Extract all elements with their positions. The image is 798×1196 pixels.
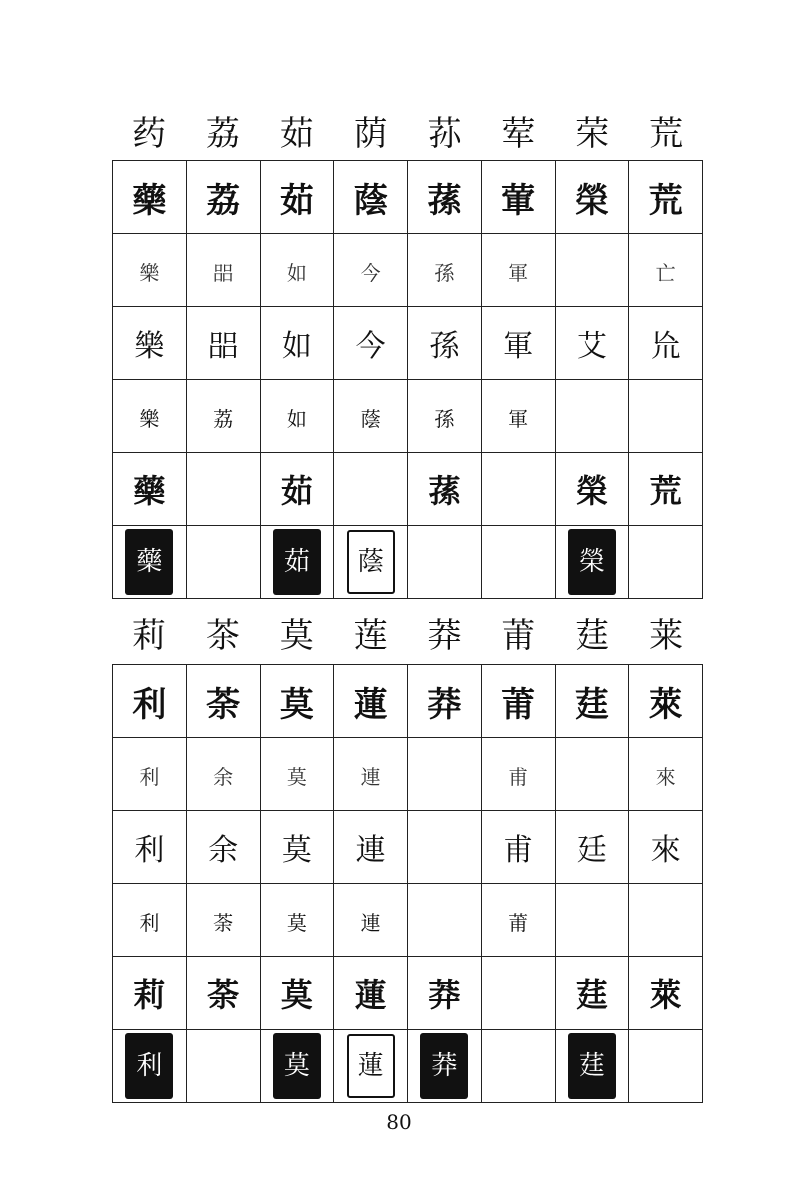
glyph-cell — [629, 307, 703, 380]
glyph-cell — [113, 526, 187, 599]
glyph-cell — [334, 307, 408, 380]
glyph-variant: 葷 — [501, 180, 536, 221]
glyph-variant: 孫 — [434, 260, 455, 285]
glyph-cell — [113, 665, 187, 738]
header-char: 荤 — [501, 114, 536, 154]
glyph-variant: 孫 — [434, 406, 455, 431]
glyph-cell — [260, 307, 334, 380]
glyph-cell — [113, 453, 187, 526]
glyph-cell — [260, 665, 334, 738]
glyph-cell — [629, 957, 703, 1030]
glyph-cell — [555, 1030, 629, 1103]
glyph-variant: 蔭 — [353, 180, 388, 221]
glyph-cell — [186, 453, 260, 526]
glyph-cell — [629, 380, 703, 453]
glyph-cell — [481, 1030, 555, 1103]
header-row-1 — [112, 112, 703, 156]
glyph-variant: 蓀 — [427, 180, 462, 221]
glyph-cell — [408, 1030, 482, 1103]
character-table-1 — [112, 160, 703, 599]
glyph-cell — [629, 161, 703, 234]
glyph-cell — [555, 234, 629, 307]
table-row — [113, 811, 703, 884]
glyph-variant: 莫 — [281, 833, 312, 868]
glyph-cell — [629, 453, 703, 526]
glyph-cell — [186, 161, 260, 234]
glyph-cell — [334, 234, 408, 307]
glyph-cell — [113, 1030, 187, 1103]
glyph-variant: 茹 — [273, 529, 321, 595]
glyph-cell — [334, 1030, 408, 1103]
table-row — [113, 234, 703, 307]
glyph-variant: 莫 — [273, 1033, 321, 1099]
header-char: 荣 — [575, 114, 610, 154]
header-char: 莆 — [501, 616, 536, 656]
glyph-cell — [260, 453, 334, 526]
glyph-cell — [186, 234, 260, 307]
glyph-variant: 亡 — [655, 260, 676, 285]
glyph-cell — [481, 884, 555, 957]
glyph-cell — [113, 738, 187, 811]
table-row — [113, 1030, 703, 1103]
glyph-cell — [260, 380, 334, 453]
glyph-cell — [629, 665, 703, 738]
glyph-variant: 萊 — [648, 684, 683, 725]
glyph-variant: 莛 — [574, 684, 609, 725]
glyph-variant: 甫 — [508, 764, 529, 789]
glyph-variant: 莫 — [286, 910, 307, 935]
header-char: 莉 — [131, 616, 166, 656]
glyph-cell — [481, 738, 555, 811]
glyph-cell — [555, 665, 629, 738]
header-char: 茹 — [279, 114, 314, 154]
glyph-variant: 莽 — [420, 1033, 468, 1099]
glyph-cell — [260, 738, 334, 811]
glyph-cell — [555, 453, 629, 526]
glyph-variant: 莫 — [286, 764, 307, 789]
header-char: 莱 — [649, 616, 684, 656]
glyph-variant: 莽 — [428, 976, 461, 1014]
glyph-cell — [408, 307, 482, 380]
glyph-cell — [555, 884, 629, 957]
glyph-cell — [334, 957, 408, 1030]
glyph-cell — [113, 161, 187, 234]
glyph-cell — [186, 1030, 260, 1103]
glyph-cell — [408, 957, 482, 1030]
glyph-cell — [113, 307, 187, 380]
glyph-cell — [481, 234, 555, 307]
glyph-variant: 榮 — [574, 180, 609, 221]
glyph-cell — [408, 811, 482, 884]
glyph-cell — [186, 307, 260, 380]
glyph-cell — [260, 234, 334, 307]
glyph-cell — [113, 957, 187, 1030]
glyph-variant: 茹 — [279, 180, 314, 221]
glyph-cell — [113, 380, 187, 453]
glyph-variant: 甫 — [503, 833, 534, 868]
glyph-cell — [334, 884, 408, 957]
table-row — [113, 453, 703, 526]
glyph-cell — [408, 161, 482, 234]
glyph-cell — [481, 665, 555, 738]
glyph-variant: 樂 — [134, 329, 165, 364]
glyph-cell — [481, 307, 555, 380]
header-char: 药 — [131, 114, 166, 154]
glyph-cell — [186, 738, 260, 811]
header-char: 荪 — [427, 114, 462, 154]
glyph-variant: 莫 — [280, 976, 313, 1014]
table-row — [113, 380, 703, 453]
glyph-variant: 如 — [286, 406, 307, 431]
glyph-cell — [186, 811, 260, 884]
glyph-variant: 來 — [655, 764, 676, 789]
glyph-cell — [555, 380, 629, 453]
glyph-variant: 利 — [139, 764, 160, 789]
glyph-variant: 荒 — [649, 472, 682, 510]
glyph-cell — [334, 161, 408, 234]
glyph-cell — [481, 161, 555, 234]
glyph-cell — [113, 234, 187, 307]
glyph-cell — [334, 738, 408, 811]
glyph-cell — [186, 957, 260, 1030]
glyph-variant: 荼 — [206, 684, 241, 725]
glyph-variant: 莛 — [575, 976, 608, 1014]
glyph-variant: 茹 — [280, 472, 313, 510]
glyph-variant: 如 — [281, 329, 312, 364]
glyph-cell — [629, 884, 703, 957]
glyph-variant: 今 — [360, 260, 381, 285]
glyph-variant: 榮 — [568, 529, 616, 595]
glyph-cell — [555, 526, 629, 599]
glyph-variant: 蓀 — [428, 472, 461, 510]
glyph-cell — [113, 884, 187, 957]
glyph-cell — [186, 380, 260, 453]
table-row — [113, 307, 703, 380]
glyph-cell — [260, 1030, 334, 1103]
glyph-variant: 利 — [134, 833, 165, 868]
glyph-variant: 艾 — [576, 329, 607, 364]
glyph-variant: 利 — [125, 1033, 173, 1099]
header-char: 荒 — [649, 114, 684, 154]
glyph-variant: 莆 — [508, 910, 529, 935]
table-row — [113, 526, 703, 599]
glyph-variant: 莫 — [279, 684, 314, 725]
glyph-variant: 樂 — [139, 260, 160, 285]
glyph-variant: 莉 — [133, 976, 166, 1014]
glyph-cell — [555, 738, 629, 811]
header-char: 茶 — [205, 616, 240, 656]
glyph-cell — [555, 811, 629, 884]
glyph-cell — [408, 665, 482, 738]
table-row — [113, 884, 703, 957]
glyph-variant: 廷 — [576, 833, 607, 868]
glyph-cell — [481, 811, 555, 884]
glyph-variant: 連 — [360, 910, 381, 935]
glyph-cell — [260, 811, 334, 884]
glyph-cell — [186, 665, 260, 738]
glyph-variant: 㠩 — [650, 329, 681, 364]
header-char: 荔 — [205, 114, 240, 154]
glyph-cell — [555, 957, 629, 1030]
glyph-variant: 萊 — [649, 976, 682, 1014]
glyph-cell — [481, 526, 555, 599]
glyph-variant: 莛 — [568, 1033, 616, 1099]
glyph-variant: 荔 — [213, 406, 234, 431]
glyph-variant: 荼 — [213, 910, 234, 935]
page-number: 80 — [386, 1110, 412, 1134]
glyph-variant: 藥 — [133, 472, 166, 510]
glyph-cell — [481, 380, 555, 453]
glyph-cell — [260, 526, 334, 599]
glyph-variant: 樂 — [139, 406, 160, 431]
glyph-cell — [334, 453, 408, 526]
glyph-variant: 如 — [286, 260, 307, 285]
glyph-variant: 余 — [213, 764, 234, 789]
glyph-variant: 連 — [360, 764, 381, 789]
glyph-variant: 㗊 — [208, 329, 239, 364]
glyph-cell — [408, 738, 482, 811]
glyph-cell — [113, 811, 187, 884]
glyph-variant: 藥 — [132, 180, 167, 221]
glyph-variant: 軍 — [508, 260, 529, 285]
glyph-variant: 今 — [355, 329, 386, 364]
glyph-cell — [629, 234, 703, 307]
header-char: 莲 — [353, 616, 388, 656]
glyph-cell — [334, 811, 408, 884]
header-char: 莫 — [279, 616, 314, 656]
glyph-variant: 㗊 — [213, 260, 234, 285]
glyph-cell — [629, 811, 703, 884]
glyph-variant: 荼 — [207, 976, 240, 1014]
glyph-variant: 軍 — [508, 406, 529, 431]
glyph-cell — [186, 526, 260, 599]
glyph-variant: 榮 — [575, 472, 608, 510]
glyph-cell — [408, 380, 482, 453]
glyph-variant: 連 — [355, 833, 386, 868]
glyph-variant: 蓮 — [353, 684, 388, 725]
glyph-variant: 莆 — [501, 684, 536, 725]
glyph-cell — [408, 234, 482, 307]
glyph-cell — [334, 380, 408, 453]
glyph-cell — [408, 884, 482, 957]
header-char: 莛 — [575, 616, 610, 656]
header-row-2 — [112, 614, 703, 658]
glyph-cell — [408, 526, 482, 599]
glyph-variant: 余 — [208, 833, 239, 868]
table-row — [113, 957, 703, 1030]
glyph-cell — [629, 738, 703, 811]
glyph-cell — [629, 1030, 703, 1103]
glyph-variant: 利 — [132, 684, 167, 725]
glyph-variant: 蔭 — [360, 406, 381, 431]
glyph-variant: 利 — [139, 910, 160, 935]
table-row — [113, 665, 703, 738]
glyph-cell — [260, 957, 334, 1030]
header-char: 荫 — [353, 114, 388, 154]
glyph-variant: 軍 — [503, 329, 534, 364]
glyph-variant: 來 — [650, 833, 681, 868]
glyph-cell — [555, 307, 629, 380]
glyph-cell — [555, 161, 629, 234]
glyph-cell — [481, 957, 555, 1030]
character-table-2 — [112, 664, 703, 1103]
glyph-variant: 蓮 — [354, 976, 387, 1014]
glyph-cell — [334, 526, 408, 599]
glyph-variant: 孫 — [429, 329, 460, 364]
glyph-variant: 藥 — [125, 529, 173, 595]
glyph-variant: 蔭 — [347, 530, 395, 594]
glyph-cell — [260, 161, 334, 234]
table-row — [113, 738, 703, 811]
glyph-cell — [186, 884, 260, 957]
glyph-cell — [481, 453, 555, 526]
glyph-cell — [260, 884, 334, 957]
header-char: 莽 — [427, 616, 462, 656]
glyph-variant: 莽 — [427, 684, 462, 725]
glyph-variant: 荒 — [648, 180, 683, 221]
glyph-cell — [334, 665, 408, 738]
table-row — [113, 161, 703, 234]
glyph-cell — [629, 526, 703, 599]
glyph-variant: 蓮 — [347, 1034, 395, 1098]
glyph-cell — [408, 453, 482, 526]
glyph-variant: 荔 — [206, 180, 241, 221]
